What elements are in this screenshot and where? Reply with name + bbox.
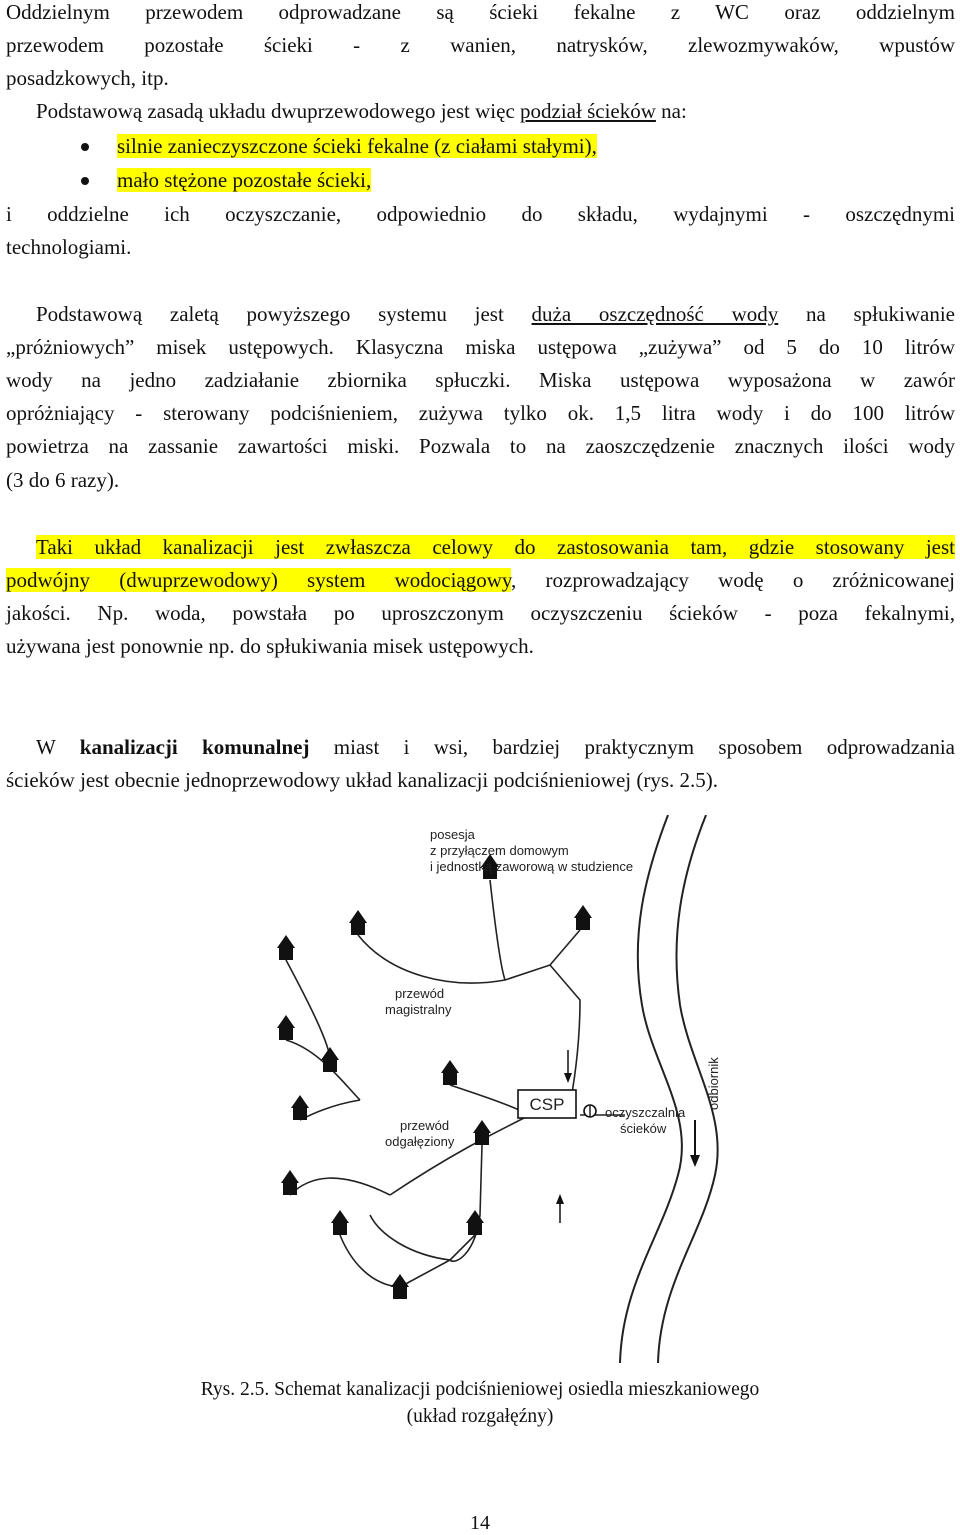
- label-oczyszczalnia-1: oczyszczalnia: [605, 1105, 686, 1120]
- paragraph-2-line-last: technologiami.: [6, 235, 132, 259]
- label-oczyszczalnia-2: ścieków: [620, 1121, 667, 1136]
- label-odgaleziony-2: odgałęziony: [385, 1134, 455, 1149]
- house-icon: [574, 905, 592, 930]
- house-icon: [281, 1170, 299, 1195]
- bullet-dot: [81, 177, 89, 185]
- paragraph-3-line-6: (3 do 6 razy).: [6, 468, 120, 492]
- paragraph-5-line-1: W kanalizacji komunalnej miast i wsi, bardziej praktycznym sposobem odprowadzania: [36, 735, 955, 759]
- paragraph-2-intro: Podstawową zasadą układu dwuprzewodowego jest więc podział ścieków na:: [36, 99, 687, 123]
- house-icon: [331, 1210, 349, 1235]
- vacuum-sewer-diagram: [250, 815, 730, 1363]
- house-icon: [349, 910, 367, 935]
- paragraph-3-line-2: „próżniowych” misek ustępowych. Klasyczna miska ustępowa „zużywa” od 5 do 10 litrów: [6, 335, 955, 359]
- house-icon: [321, 1047, 339, 1072]
- paragraph-1-line-3: posadzkowych, itp.: [6, 66, 169, 90]
- paragraph-4-line-2: podwójny (dwuprzewodowy) system wodociągowy, rozprowadzający wodę o zróżnicowanej: [6, 568, 955, 592]
- flow-arrowhead: [556, 1194, 564, 1204]
- paragraph-3-line-1: Podstawową zaletą powyższego systemu jest duża oszczędność wody na spłukiwanie: [36, 302, 955, 326]
- bullet-item-1: silnie zanieczyszczone ścieki fekalne (z ciałami stałymi),: [83, 130, 597, 163]
- flow-arrowhead: [564, 1073, 572, 1083]
- figure-caption-line-2: (układ rozgałęźny): [406, 1406, 554, 1427]
- paragraph-3-line-4: opróżniający - sterowany podciśnieniem, zużywa tylko ok. 1,5 litra wody i do 100 litrów: [6, 401, 955, 425]
- house-icon: [473, 1120, 491, 1145]
- house-icon: [391, 1274, 409, 1299]
- house-icon: [466, 1210, 484, 1235]
- label-odgaleziony-1: przewód: [400, 1118, 450, 1133]
- paragraph-3-line-5: powietrza na zassanie zawartości miski. Pozwala to na zaoszczędzenie znacznych ilości wody: [6, 434, 955, 458]
- paragraph-4-line-4: używana jest ponownie np. do spłukiwania misek ustępowych.: [6, 634, 534, 658]
- bullet-dot: [81, 143, 89, 151]
- figure-caption-line-1: Rys. 2.5. Schemat kanalizacji podciśnieniowej osiedla mieszkaniowego: [200, 1379, 760, 1400]
- page-number: 14: [470, 1512, 490, 1534]
- label-csp: CSP: [529, 1095, 565, 1114]
- label-posesja-1: posesja: [430, 827, 475, 842]
- paragraph-4-line-3: jakości. Np. woda, powstała po uproszczonym oczyszczeniu ścieków - poza fekalnymi,: [6, 601, 955, 625]
- river-bank-left: [620, 815, 682, 1363]
- house-icon: [441, 1060, 459, 1085]
- paragraph-3-line-3: wody na jedno zadziałanie zbiornika spłuczki. Miska ustępowa wyposażona w zawór: [6, 368, 955, 392]
- paragraph-1-line-2: przewodem pozostałe ścieki - z wanien, natrysków, zlewozmywaków, wpustów: [6, 33, 955, 57]
- house-icon: [277, 935, 295, 960]
- paragraph-1-line-1: Oddzielnym przewodem odprowadzane są ścieki fekalne z WC oraz oddzielnym: [6, 0, 955, 24]
- river-flow-arrowhead: [690, 1155, 700, 1167]
- label-posesja-3: i jednostką zaworową w studzience: [430, 859, 634, 874]
- house-icon: [277, 1015, 295, 1040]
- label-magistralny-1: przewód: [395, 986, 445, 1001]
- label-odbiornik: odbiornik: [706, 1057, 721, 1110]
- label-posesja-2: z przyłączem domowym: [430, 843, 569, 858]
- paragraph-4-line-1: Taki układ kanalizacji jest zwłaszcza celowy do zastosowania tam, gdzie stosowany jest: [36, 535, 955, 559]
- label-magistralny-2: magistralny: [385, 1002, 452, 1017]
- house-icon: [291, 1095, 309, 1120]
- paragraph-5-line-2: ścieków jest obecnie jednoprzewodowy układ kanalizacji podciśnieniowej (rys. 2.5).: [6, 768, 719, 792]
- bullet-item-2: mało stężone pozostałe ścieki,: [83, 164, 371, 197]
- paragraph-2-line-after: i oddzielne ich oczyszczanie, odpowiednio do składu, wydajnymi - oszczędnymi: [6, 202, 955, 226]
